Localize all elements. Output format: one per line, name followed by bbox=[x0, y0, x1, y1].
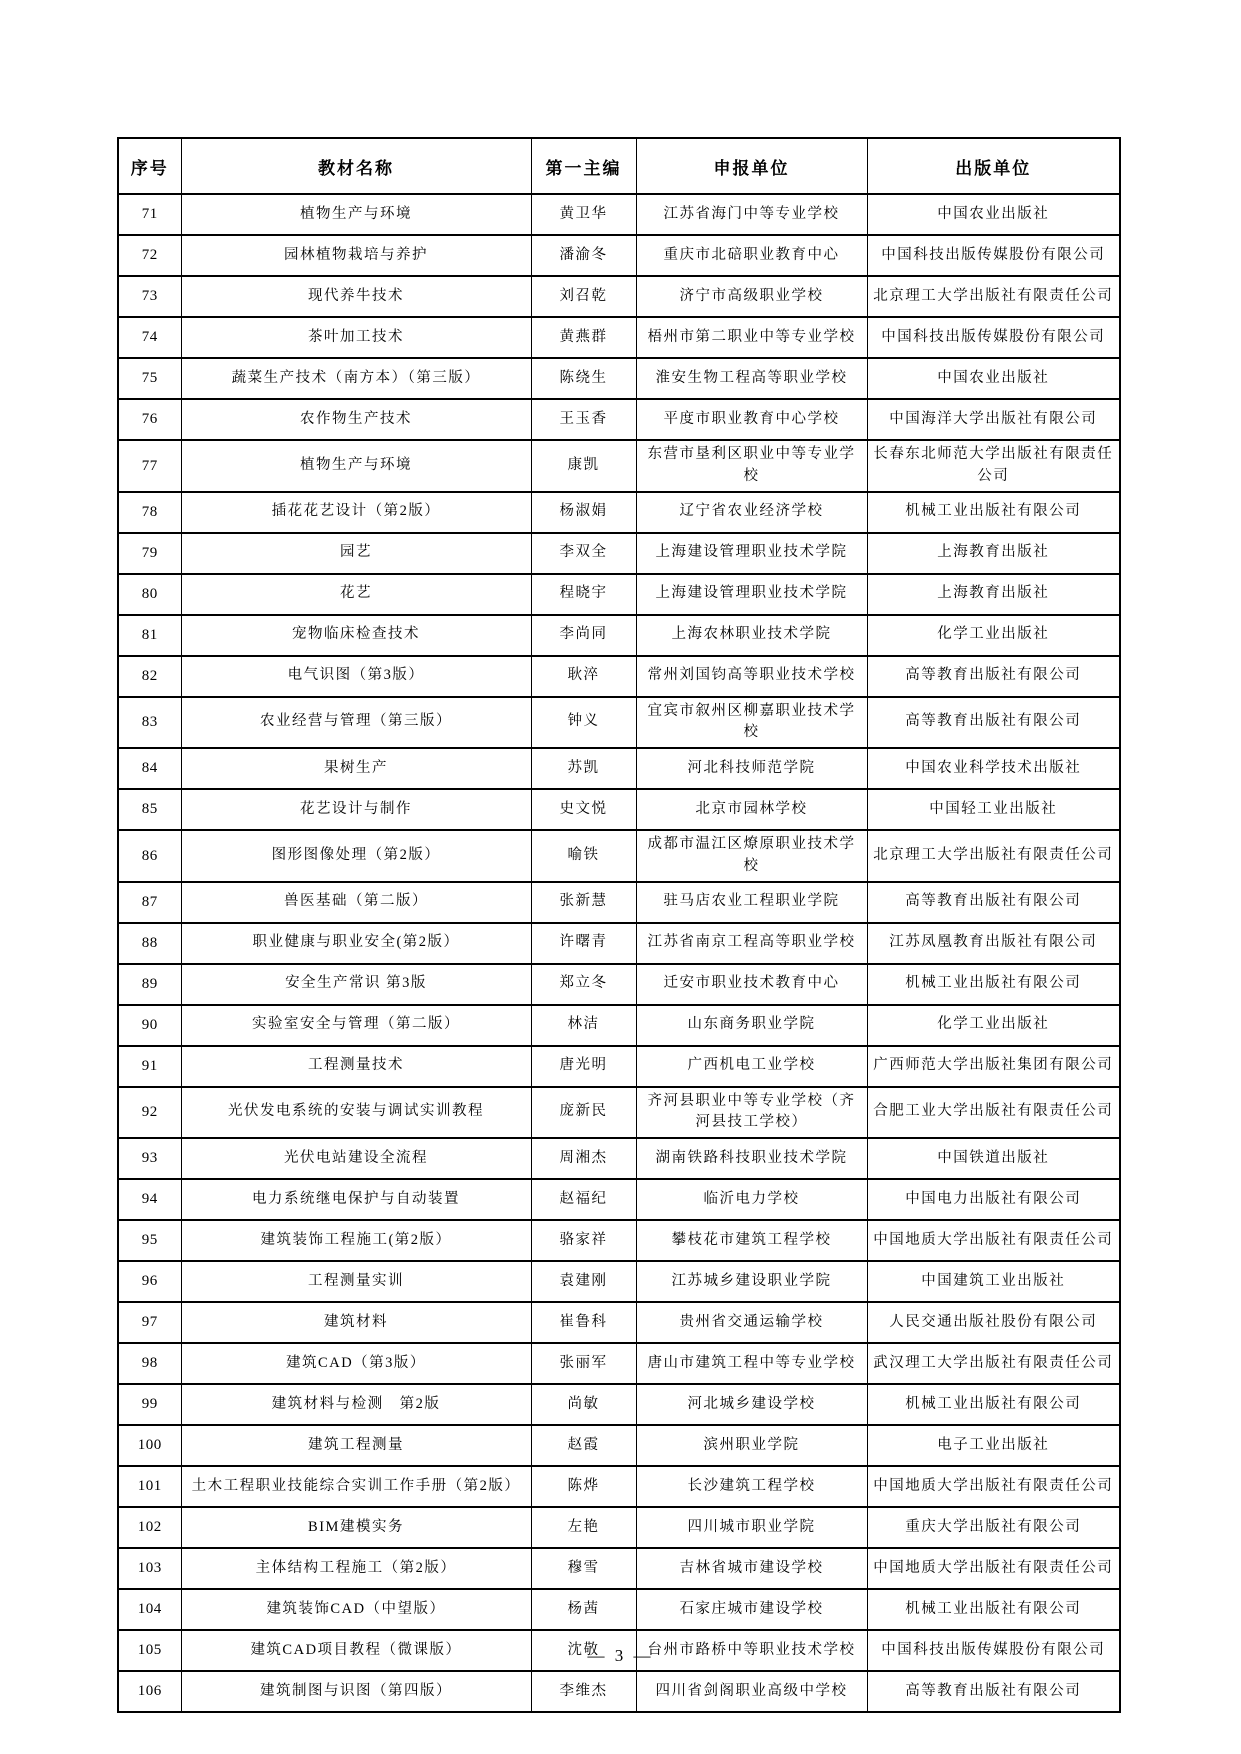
cell-applicant: 上海建设管理职业技术学院 bbox=[636, 574, 867, 615]
cell-publisher: 机械工业出版社有限公司 bbox=[867, 964, 1120, 1005]
textbook-list-table bbox=[117, 137, 1121, 1713]
cell-index: 78 bbox=[118, 492, 181, 533]
cell-applicant: 重庆市北碚职业教育中心 bbox=[636, 235, 867, 276]
cell-publisher: 人民交通出版社股份有限公司 bbox=[867, 1302, 1120, 1343]
cell-title: 蔬菜生产技术（南方本）（第三版） bbox=[181, 358, 531, 399]
cell-title: 建筑工程测量 bbox=[181, 1425, 531, 1466]
cell-title: BIM建模实务 bbox=[181, 1507, 531, 1548]
cell-publisher: 上海教育出版社 bbox=[867, 533, 1120, 574]
cell-title: 农作物生产技术 bbox=[181, 399, 531, 440]
cell-applicant: 滨州职业学院 bbox=[636, 1425, 867, 1466]
cell-applicant: 辽宁省农业经济学校 bbox=[636, 492, 867, 533]
cell-title: 图形图像处理（第2版） bbox=[181, 830, 531, 882]
cell-index: 76 bbox=[118, 399, 181, 440]
cell-index: 84 bbox=[118, 748, 181, 789]
cell-applicant: 江苏省南京工程高等职业学校 bbox=[636, 923, 867, 964]
table-row bbox=[118, 1005, 1120, 1046]
cell-index: 80 bbox=[118, 574, 181, 615]
cell-applicant: 河北科技师范学院 bbox=[636, 748, 867, 789]
cell-editor: 赵福纪 bbox=[531, 1179, 636, 1220]
table-row bbox=[118, 1589, 1120, 1630]
cell-applicant: 长沙建筑工程学校 bbox=[636, 1466, 867, 1507]
cell-editor: 李双全 bbox=[531, 533, 636, 574]
cell-applicant: 山东商务职业学院 bbox=[636, 1005, 867, 1046]
cell-publisher: 中国农业科学技术出版社 bbox=[867, 748, 1120, 789]
cell-title: 花艺 bbox=[181, 574, 531, 615]
cell-editor: 王玉香 bbox=[531, 399, 636, 440]
cell-index: 91 bbox=[118, 1046, 181, 1087]
table-row bbox=[118, 1343, 1120, 1384]
cell-applicant: 淮安生物工程高等职业学校 bbox=[636, 358, 867, 399]
cell-applicant: 齐河县职业中等专业学校（齐河县技工学校） bbox=[636, 1087, 867, 1139]
cell-editor: 唐光明 bbox=[531, 1046, 636, 1087]
cell-publisher: 上海教育出版社 bbox=[867, 574, 1120, 615]
cell-publisher: 高等教育出版社有限公司 bbox=[867, 882, 1120, 923]
table-row bbox=[118, 830, 1120, 882]
cell-index: 103 bbox=[118, 1548, 181, 1589]
cell-publisher: 中国科技出版传媒股份有限公司 bbox=[867, 235, 1120, 276]
cell-index: 73 bbox=[118, 276, 181, 317]
cell-title: 兽医基础（第二版） bbox=[181, 882, 531, 923]
cell-editor: 庞新民 bbox=[531, 1087, 636, 1139]
column-header-publisher: 出版单位 bbox=[867, 138, 1120, 194]
cell-title: 工程测量实训 bbox=[181, 1261, 531, 1302]
cell-title: 建筑制图与识图（第四版） bbox=[181, 1671, 531, 1712]
cell-publisher: 重庆大学出版社有限公司 bbox=[867, 1507, 1120, 1548]
cell-editor: 郑立冬 bbox=[531, 964, 636, 1005]
table-row bbox=[118, 882, 1120, 923]
cell-editor: 左艳 bbox=[531, 1507, 636, 1548]
cell-editor: 赵霞 bbox=[531, 1425, 636, 1466]
cell-title: 建筑装饰工程施工(第2版） bbox=[181, 1220, 531, 1261]
cell-title: 果树生产 bbox=[181, 748, 531, 789]
cell-publisher: 中国地质大学出版社有限责任公司 bbox=[867, 1466, 1120, 1507]
table-row bbox=[118, 1138, 1120, 1179]
cell-applicant: 常州刘国钧高等职业技术学校 bbox=[636, 656, 867, 697]
cell-publisher: 长春东北师范大学出版社有限责任公司 bbox=[867, 440, 1120, 492]
table-row bbox=[118, 1046, 1120, 1087]
cell-publisher: 高等教育出版社有限公司 bbox=[867, 1671, 1120, 1712]
table-row bbox=[118, 1261, 1120, 1302]
cell-publisher: 北京理工大学出版社有限责任公司 bbox=[867, 830, 1120, 882]
cell-title: 土木工程职业技能综合实训工作手册（第2版） bbox=[181, 1466, 531, 1507]
cell-applicant: 梧州市第二职业中等专业学校 bbox=[636, 317, 867, 358]
cell-applicant: 北京市园林学校 bbox=[636, 789, 867, 830]
cell-applicant: 驻马店农业工程职业学院 bbox=[636, 882, 867, 923]
cell-editor: 钟义 bbox=[531, 697, 636, 749]
table-row bbox=[118, 1220, 1120, 1261]
cell-publisher: 机械工业出版社有限公司 bbox=[867, 492, 1120, 533]
table-row bbox=[118, 533, 1120, 574]
cell-title: 花艺设计与制作 bbox=[181, 789, 531, 830]
cell-publisher: 中国海洋大学出版社有限公司 bbox=[867, 399, 1120, 440]
cell-applicant: 成都市温江区燎原职业技术学校 bbox=[636, 830, 867, 882]
table-row bbox=[118, 574, 1120, 615]
table-body bbox=[118, 194, 1120, 1712]
cell-applicant: 平度市职业教育中心学校 bbox=[636, 399, 867, 440]
table-row bbox=[118, 492, 1120, 533]
cell-title: 植物生产与环境 bbox=[181, 194, 531, 235]
cell-editor: 陈绕生 bbox=[531, 358, 636, 399]
cell-editor: 喻铁 bbox=[531, 830, 636, 882]
cell-publisher: 中国科技出版传媒股份有限公司 bbox=[867, 317, 1120, 358]
cell-applicant: 临沂电力学校 bbox=[636, 1179, 867, 1220]
cell-publisher: 机械工业出版社有限公司 bbox=[867, 1384, 1120, 1425]
table-row bbox=[118, 1548, 1120, 1589]
cell-applicant: 湖南铁路科技职业技术学院 bbox=[636, 1138, 867, 1179]
cell-editor: 尚敏 bbox=[531, 1384, 636, 1425]
cell-index: 95 bbox=[118, 1220, 181, 1261]
table-row bbox=[118, 1466, 1120, 1507]
cell-index: 102 bbox=[118, 1507, 181, 1548]
table-row bbox=[118, 1087, 1120, 1139]
cell-applicant: 江苏省海门中等专业学校 bbox=[636, 194, 867, 235]
cell-applicant: 四川省剑阁职业高级中学校 bbox=[636, 1671, 867, 1712]
cell-publisher: 中国科技出版传媒股份有限公司 bbox=[867, 1630, 1120, 1671]
cell-title: 建筑材料 bbox=[181, 1302, 531, 1343]
cell-editor: 康凯 bbox=[531, 440, 636, 492]
cell-editor: 黄燕群 bbox=[531, 317, 636, 358]
table-row bbox=[118, 1384, 1120, 1425]
table-row bbox=[118, 440, 1120, 492]
cell-applicant: 广西机电工业学校 bbox=[636, 1046, 867, 1087]
cell-publisher: 中国地质大学出版社有限责任公司 bbox=[867, 1220, 1120, 1261]
cell-title: 园艺 bbox=[181, 533, 531, 574]
cell-publisher: 中国建筑工业出版社 bbox=[867, 1261, 1120, 1302]
table-row bbox=[118, 964, 1120, 1005]
column-header-index: 序号 bbox=[118, 138, 181, 194]
cell-editor: 崔鲁科 bbox=[531, 1302, 636, 1343]
cell-editor: 张新慧 bbox=[531, 882, 636, 923]
cell-publisher: 高等教育出版社有限公司 bbox=[867, 697, 1120, 749]
cell-title: 插花花艺设计（第2版） bbox=[181, 492, 531, 533]
cell-publisher: 机械工业出版社有限公司 bbox=[867, 1589, 1120, 1630]
cell-editor: 张丽军 bbox=[531, 1343, 636, 1384]
cell-applicant: 攀枝花市建筑工程学校 bbox=[636, 1220, 867, 1261]
cell-index: 94 bbox=[118, 1179, 181, 1220]
cell-editor: 林洁 bbox=[531, 1005, 636, 1046]
cell-publisher: 北京理工大学出版社有限责任公司 bbox=[867, 276, 1120, 317]
table-row bbox=[118, 1302, 1120, 1343]
cell-title: 安全生产常识 第3版 bbox=[181, 964, 531, 1005]
cell-title: 建筑CAD（第3版） bbox=[181, 1343, 531, 1384]
table-row bbox=[118, 317, 1120, 358]
cell-title: 建筑装饰CAD（中望版） bbox=[181, 1589, 531, 1630]
cell-index: 83 bbox=[118, 697, 181, 749]
table-row bbox=[118, 194, 1120, 235]
cell-index: 99 bbox=[118, 1384, 181, 1425]
cell-title: 工程测量技术 bbox=[181, 1046, 531, 1087]
cell-publisher: 化学工业出版社 bbox=[867, 615, 1120, 656]
table-row bbox=[118, 923, 1120, 964]
cell-applicant: 唐山市建筑工程中等专业学校 bbox=[636, 1343, 867, 1384]
cell-title: 电气识图（第3版） bbox=[181, 656, 531, 697]
cell-title: 现代养牛技术 bbox=[181, 276, 531, 317]
cell-applicant: 济宁市高级职业学校 bbox=[636, 276, 867, 317]
cell-title: 电力系统继电保护与自动装置 bbox=[181, 1179, 531, 1220]
cell-title: 植物生产与环境 bbox=[181, 440, 531, 492]
cell-index: 85 bbox=[118, 789, 181, 830]
cell-publisher: 江苏凤凰教育出版社有限公司 bbox=[867, 923, 1120, 964]
cell-editor: 黄卫华 bbox=[531, 194, 636, 235]
cell-editor: 陈烨 bbox=[531, 1466, 636, 1507]
cell-index: 89 bbox=[118, 964, 181, 1005]
cell-title: 光伏电站建设全流程 bbox=[181, 1138, 531, 1179]
table-row bbox=[118, 615, 1120, 656]
cell-editor: 袁建刚 bbox=[531, 1261, 636, 1302]
cell-editor: 潘渝冬 bbox=[531, 235, 636, 276]
cell-editor: 史文悦 bbox=[531, 789, 636, 830]
cell-index: 81 bbox=[118, 615, 181, 656]
cell-title: 茶叶加工技术 bbox=[181, 317, 531, 358]
cell-index: 101 bbox=[118, 1466, 181, 1507]
cell-index: 82 bbox=[118, 656, 181, 697]
table-row bbox=[118, 1507, 1120, 1548]
cell-editor: 周湘杰 bbox=[531, 1138, 636, 1179]
cell-index: 97 bbox=[118, 1302, 181, 1343]
cell-editor: 穆雪 bbox=[531, 1548, 636, 1589]
cell-publisher: 中国电力出版社有限公司 bbox=[867, 1179, 1120, 1220]
cell-applicant: 四川城市职业学院 bbox=[636, 1507, 867, 1548]
cell-index: 77 bbox=[118, 440, 181, 492]
cell-editor: 骆家祥 bbox=[531, 1220, 636, 1261]
table-row bbox=[118, 399, 1120, 440]
cell-editor: 刘召乾 bbox=[531, 276, 636, 317]
table-row bbox=[118, 235, 1120, 276]
cell-editor: 程晓宇 bbox=[531, 574, 636, 615]
table-row bbox=[118, 358, 1120, 399]
cell-applicant: 迁安市职业技术教育中心 bbox=[636, 964, 867, 1005]
table-row bbox=[118, 789, 1120, 830]
cell-index: 75 bbox=[118, 358, 181, 399]
cell-index: 74 bbox=[118, 317, 181, 358]
cell-index: 88 bbox=[118, 923, 181, 964]
cell-applicant: 宜宾市叙州区柳嘉职业技术学校 bbox=[636, 697, 867, 749]
cell-applicant: 东营市垦利区职业中等专业学校 bbox=[636, 440, 867, 492]
cell-title: 光伏发电系统的安装与调试实训教程 bbox=[181, 1087, 531, 1139]
cell-index: 87 bbox=[118, 882, 181, 923]
cell-applicant: 河北城乡建设学校 bbox=[636, 1384, 867, 1425]
cell-index: 92 bbox=[118, 1087, 181, 1139]
cell-index: 96 bbox=[118, 1261, 181, 1302]
table-row bbox=[118, 1425, 1120, 1466]
cell-publisher: 中国地质大学出版社有限责任公司 bbox=[867, 1548, 1120, 1589]
table-row bbox=[118, 1671, 1120, 1712]
cell-index: 79 bbox=[118, 533, 181, 574]
cell-publisher: 武汉理工大学出版社有限责任公司 bbox=[867, 1343, 1120, 1384]
cell-editor: 苏凯 bbox=[531, 748, 636, 789]
column-header-editor: 第一主编 bbox=[531, 138, 636, 194]
cell-editor: 杨茜 bbox=[531, 1589, 636, 1630]
cell-title: 建筑材料与检测 第2版 bbox=[181, 1384, 531, 1425]
cell-editor: 沈敬 bbox=[531, 1630, 636, 1671]
cell-index: 93 bbox=[118, 1138, 181, 1179]
table-row bbox=[118, 697, 1120, 749]
cell-index: 100 bbox=[118, 1425, 181, 1466]
table-row bbox=[118, 748, 1120, 789]
table-row bbox=[118, 1179, 1120, 1220]
column-header-applicant: 申报单位 bbox=[636, 138, 867, 194]
cell-publisher: 中国铁道出版社 bbox=[867, 1138, 1120, 1179]
table-row bbox=[118, 276, 1120, 317]
page-number: — 3 — bbox=[587, 1646, 654, 1665]
cell-editor: 耿淬 bbox=[531, 656, 636, 697]
cell-editor: 杨淑娟 bbox=[531, 492, 636, 533]
cell-applicant: 台州市路桥中等职业技术学校 bbox=[636, 1630, 867, 1671]
cell-title: 园林植物栽培与养护 bbox=[181, 235, 531, 276]
cell-applicant: 上海建设管理职业技术学院 bbox=[636, 533, 867, 574]
cell-applicant: 石家庄城市建设学校 bbox=[636, 1589, 867, 1630]
cell-publisher: 中国农业出版社 bbox=[867, 358, 1120, 399]
cell-index: 72 bbox=[118, 235, 181, 276]
cell-index: 104 bbox=[118, 1589, 181, 1630]
cell-publisher: 广西师范大学出版社集团有限公司 bbox=[867, 1046, 1120, 1087]
cell-index: 86 bbox=[118, 830, 181, 882]
cell-index: 98 bbox=[118, 1343, 181, 1384]
table-row bbox=[118, 656, 1120, 697]
cell-index: 106 bbox=[118, 1671, 181, 1712]
cell-applicant: 上海农林职业技术学院 bbox=[636, 615, 867, 656]
table-header-row bbox=[118, 138, 1120, 194]
cell-title: 宠物临床检查技术 bbox=[181, 615, 531, 656]
cell-title: 建筑CAD项目教程（微课版） bbox=[181, 1630, 531, 1671]
cell-publisher: 中国农业出版社 bbox=[867, 194, 1120, 235]
cell-publisher: 高等教育出版社有限公司 bbox=[867, 656, 1120, 697]
cell-title: 主体结构工程施工（第2版） bbox=[181, 1548, 531, 1589]
cell-publisher: 合肥工业大学出版社有限责任公司 bbox=[867, 1087, 1120, 1139]
cell-publisher: 电子工业出版社 bbox=[867, 1425, 1120, 1466]
cell-title: 农业经营与管理（第三版） bbox=[181, 697, 531, 749]
cell-title: 实验室安全与管理（第二版） bbox=[181, 1005, 531, 1046]
cell-applicant: 贵州省交通运输学校 bbox=[636, 1302, 867, 1343]
cell-publisher: 化学工业出版社 bbox=[867, 1005, 1120, 1046]
cell-title: 职业健康与职业安全(第2版） bbox=[181, 923, 531, 964]
column-header-title: 教材名称 bbox=[181, 138, 531, 194]
cell-index: 71 bbox=[118, 194, 181, 235]
cell-editor: 李尚同 bbox=[531, 615, 636, 656]
cell-editor: 许曙青 bbox=[531, 923, 636, 964]
cell-editor: 李维杰 bbox=[531, 1671, 636, 1712]
cell-applicant: 江苏城乡建设职业学院 bbox=[636, 1261, 867, 1302]
cell-index: 105 bbox=[118, 1630, 181, 1671]
cell-publisher: 中国轻工业出版社 bbox=[867, 789, 1120, 830]
cell-index: 90 bbox=[118, 1005, 181, 1046]
cell-applicant: 吉林省城市建设学校 bbox=[636, 1548, 867, 1589]
